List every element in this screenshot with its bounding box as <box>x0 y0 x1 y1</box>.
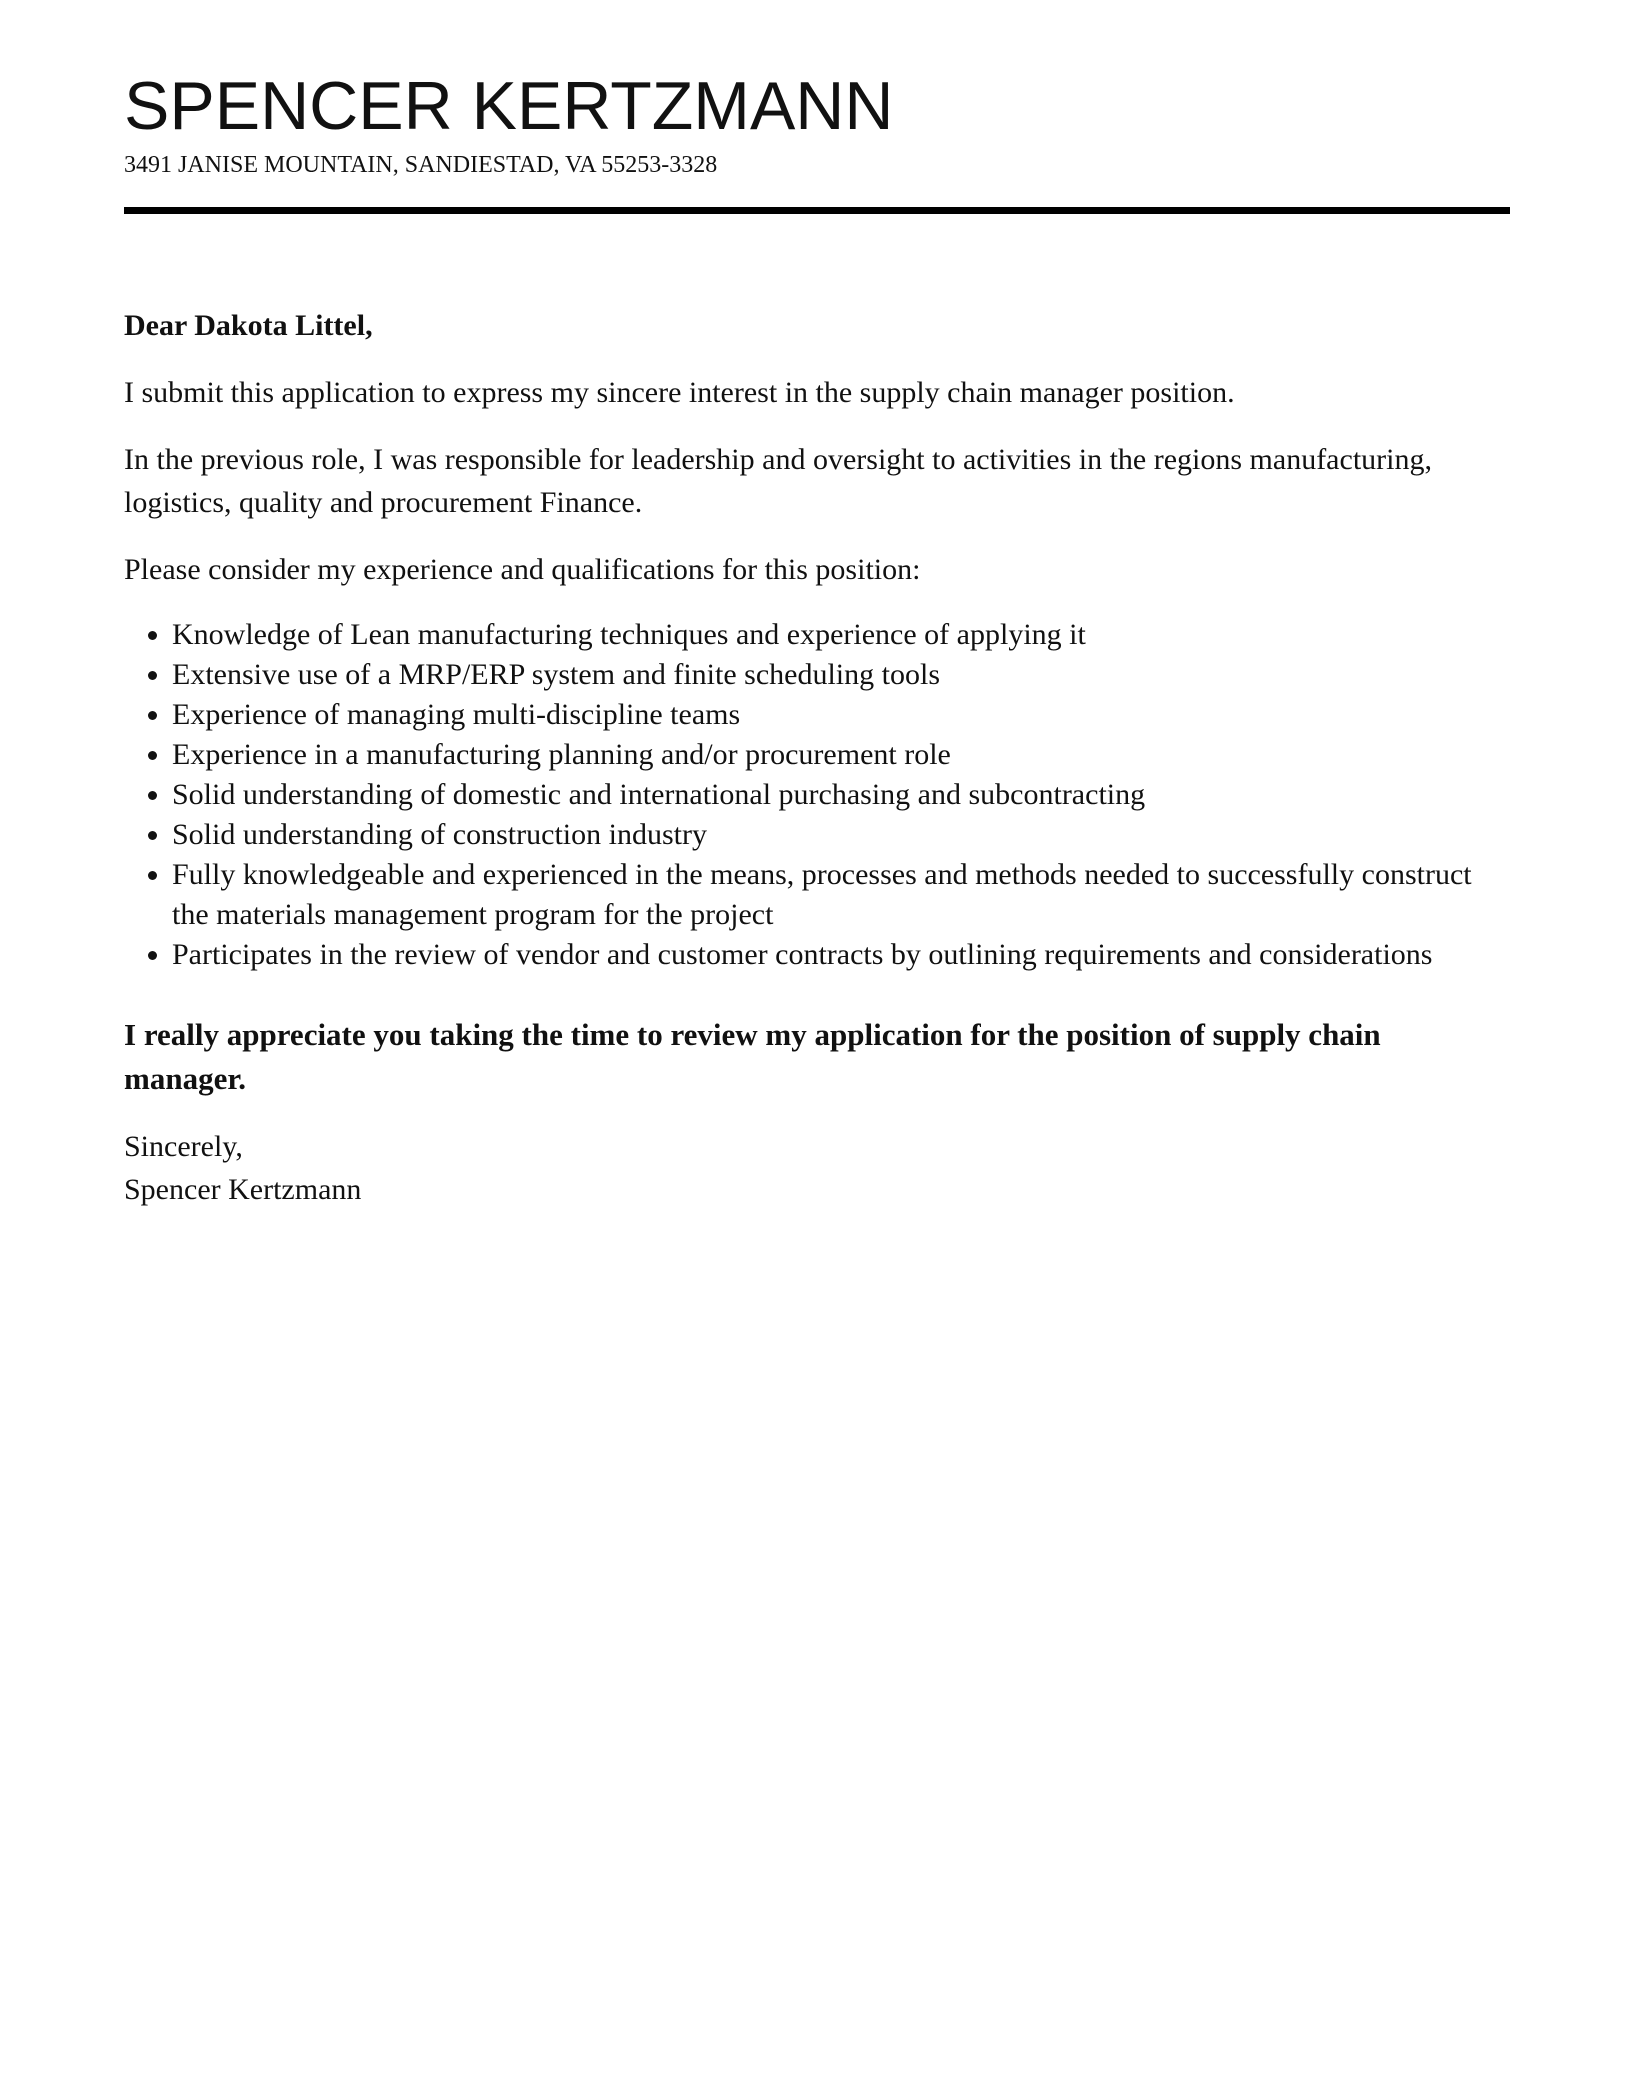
previous-role-paragraph: In the previous role, I was responsible for leadership and oversight to activities in the regions manufacturing, logistics, quality and procurement Finance. <box>124 443 1432 519</box>
letter-body <box>124 304 1510 1235</box>
list-item: • Participates in the review of vendor and customer contracts by outlining requirements and considerations <box>172 935 1510 975</box>
list-item: • Experience of managing multi-discipline teams <box>172 695 1510 735</box>
signoff-block <box>124 1125 1510 1211</box>
signature-name: Spencer Kertzmann <box>124 1173 362 1206</box>
applicant-name: SPENCER KERTZMANN <box>124 68 894 144</box>
qualifications-intro: Please consider my experience and qualifications for this position: <box>124 553 921 586</box>
list-item: • Knowledge of Lean manufacturing techniques and experience of applying it <box>172 615 1510 655</box>
list-item: • Solid understanding of domestic and international purchasing and subcontracting <box>172 775 1510 815</box>
intro-paragraph: I submit this application to express my sincere interest in the supply chain manager position. <box>124 376 1235 409</box>
applicant-address: 3491 JANISE MOUNTAIN, SANDIESTAD, VA 55253-3328 <box>124 152 718 178</box>
list-item: • Extensive use of a MRP/ERP system and finite scheduling tools <box>172 655 1510 695</box>
header-divider <box>124 207 1510 214</box>
signoff: Sincerely, <box>124 1130 243 1163</box>
qualifications-list <box>124 615 1510 975</box>
closing-statement: I really appreciate you taking the time to review my application for the position of supply chain manager. <box>124 1017 1381 1096</box>
salutation: Dear Dakota Littel, <box>124 309 373 342</box>
list-item: • Fully knowledgeable and experienced in the means, processes and methods needed to successfully construct the materials management program for the project <box>172 855 1510 935</box>
list-item: • Solid understanding of construction industry <box>172 815 1510 855</box>
list-item: • Experience in a manufacturing planning and/or procurement role <box>172 735 1510 775</box>
